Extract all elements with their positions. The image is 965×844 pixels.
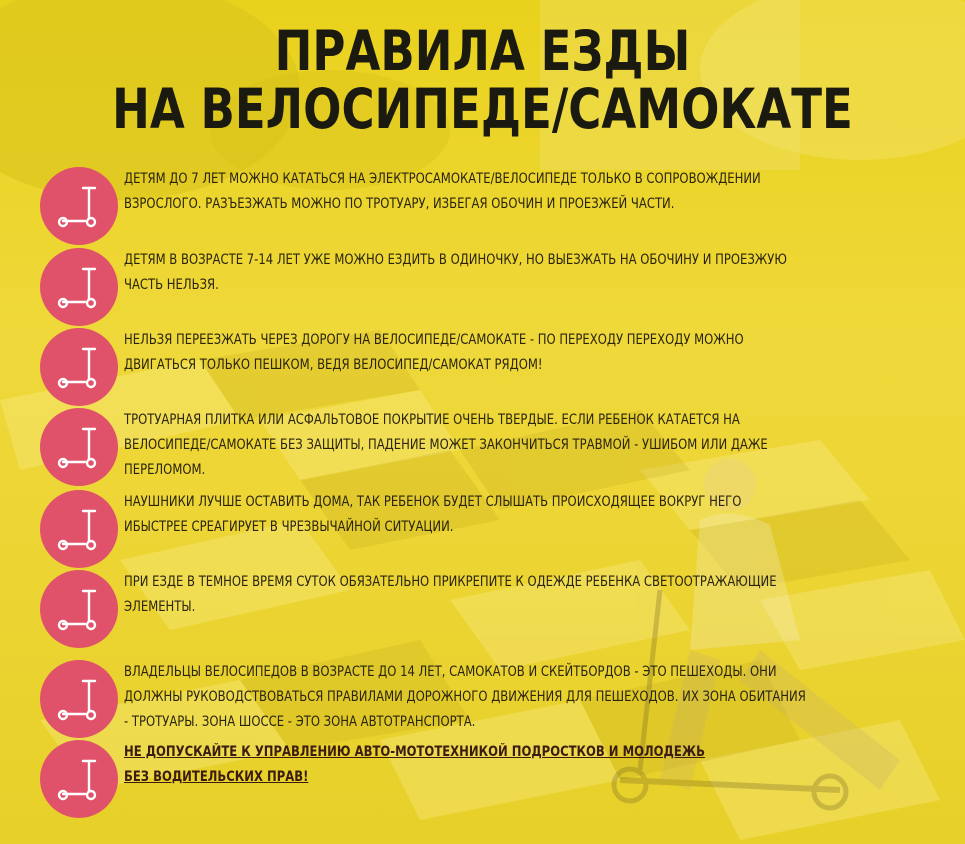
scooter-icon — [53, 503, 105, 555]
scooter-icon — [53, 341, 105, 393]
title-line-2: НА ВЕЛОСИПЕДЕ/САМОКАТЕ — [112, 77, 853, 141]
rule-badge — [40, 408, 118, 486]
scooter-icon — [53, 583, 105, 635]
rule-badge — [40, 740, 118, 818]
rule-line: ВЛАДЕЛЬЦЫ ВЕЛОСИПЕДОВ В ВОЗРАСТЕ ДО 14 ЛЕТ, САМОКАТОВ И СКЕЙТБОРДОВ - ЭТО ПЕШЕХОДЫ. ОНИ — [124, 664, 777, 680]
rule-badge — [40, 660, 118, 738]
rule-text — [124, 408, 904, 483]
rule-badge — [40, 248, 118, 326]
rule-text — [124, 660, 904, 735]
rule-line: - ТРОТУАРЫ. ЗОНА ШОССЕ - ЭТО ЗОНА АВТОТРАНСПОРТА. — [124, 714, 476, 730]
rule-line: БЕЗ ВОДИТЕЛЬСКИХ ПРАВ! — [124, 769, 309, 785]
page-title — [87, 19, 878, 141]
scooter-icon — [53, 261, 105, 313]
rule-line: ВЗРОСЛОГО. РАЗЪЕЗЖАТЬ МОЖНО ПО ТРОТУАРУ, ИЗБЕГАЯ ОБОЧИН И ПРОЕЗЖЕЙ ЧАСТИ. — [124, 196, 675, 212]
rule-badge — [40, 328, 118, 406]
rule-text — [124, 248, 904, 298]
title-line-1: ПРАВИЛА ЕЗДЫ — [274, 19, 691, 83]
rule-line: ДЕТЯМ ДО 7 ЛЕТ МОЖНО КАТАТЬСЯ НА ЭЛЕКТРОСАМОКАТЕ/ВЕЛОСИПЕДЕ ТОЛЬКО В СОПРОВОЖДЕНИИ — [124, 171, 761, 187]
rule-line: ВЕЛОСИПЕДЕ/САМОКАТЕ БЕЗ ЗАЩИТЫ, ПАДЕНИЕ МОЖЕТ ЗАКОНЧИТЬСЯ ТРАВМОЙ - УШИБОМ ИЛИ ДАЖЕ — [124, 437, 768, 453]
rule-badge — [40, 570, 118, 648]
rule-line: ЧАСТЬ НЕЛЬЗЯ. — [124, 277, 219, 293]
rule-text — [124, 740, 904, 790]
rule-badge — [40, 490, 118, 568]
rule-text — [124, 167, 904, 217]
rule-line: ПЕРЕЛОМОМ. — [124, 462, 206, 478]
rule-line: НЕ ДОПУСКАЙТЕ К УПРАВЛЕНИЮ АВТО-МОТОТЕХНИКОЙ ПОДРОСТКОВ И МОЛОДЕЖЬ — [124, 744, 705, 760]
rule-line: НАУШНИКИ ЛУЧШЕ ОСТАВИТЬ ДОМА, ТАК РЕБЕНОК БУДЕТ СЛЫШАТЬ ПРОИСХОДЯЩЕЕ ВОКРУГ НЕГО — [124, 494, 742, 510]
scooter-icon — [53, 421, 105, 473]
rule-line: ДВИГАТЬСЯ ТОЛЬКО ПЕШКОМ, ВЕДЯ ВЕЛОСИПЕД/САМОКАТ РЯДОМ! — [124, 357, 543, 373]
rule-badge — [40, 167, 118, 245]
rule-line: ТРОТУАРНАЯ ПЛИТКА ИЛИ АСФАЛЬТОВОЕ ПОКРЫТИЕ ОЧЕНЬ ТВЕРДЫЕ. ЕСЛИ РЕБЕНОК КАТАЕТСЯ НА — [124, 412, 740, 428]
rule-line: ИБЫСТРЕЕ СРЕАГИРУЕТ В ЧРЕЗВЫЧАЙНОЙ СИТУАЦИИ. — [124, 519, 454, 535]
rule-line: НЕЛЬЗЯ ПЕРЕЕЗЖАТЬ ЧЕРЕЗ ДОРОГУ НА ВЕЛОСИПЕДЕ/САМОКАТЕ - ПО ПЕРЕХОДУ ПЕРЕХОДУ МОЖНО — [124, 332, 744, 348]
rule-line: ДЕТЯМ В ВОЗРАСТЕ 7-14 ЛЕТ УЖЕ МОЖНО ЕЗДИТЬ В ОДИНОЧКУ, НО ВЫЕЗЖАТЬ НА ОБОЧИНУ И ПРОЕЗЖУЮ — [124, 252, 787, 268]
rule-line: ДОЛЖНЫ РУКОВОДСТВОВАТЬСЯ ПРАВИЛАМИ ДОРОЖНОГО ДВИЖЕНИЯ ДЛЯ ПЕШЕХОДОВ. ИХ ЗОНА ОБИТАНИЯ — [124, 689, 806, 705]
rule-line: ЭЛЕМЕНТЫ. — [124, 599, 196, 615]
scooter-icon — [53, 673, 105, 725]
rule-line: ПРИ ЕЗДЕ В ТЕМНОЕ ВРЕМЯ СУТОК ОБЯЗАТЕЛЬНО ПРИКРЕПИТЕ К ОДЕЖДЕ РЕБЕНКА СВЕТООТРАЖАЮЩИЕ — [124, 574, 777, 590]
rule-text — [124, 570, 904, 620]
scooter-icon — [53, 753, 105, 805]
rule-text — [124, 490, 904, 540]
scooter-icon — [53, 180, 105, 232]
rule-text — [124, 328, 904, 378]
